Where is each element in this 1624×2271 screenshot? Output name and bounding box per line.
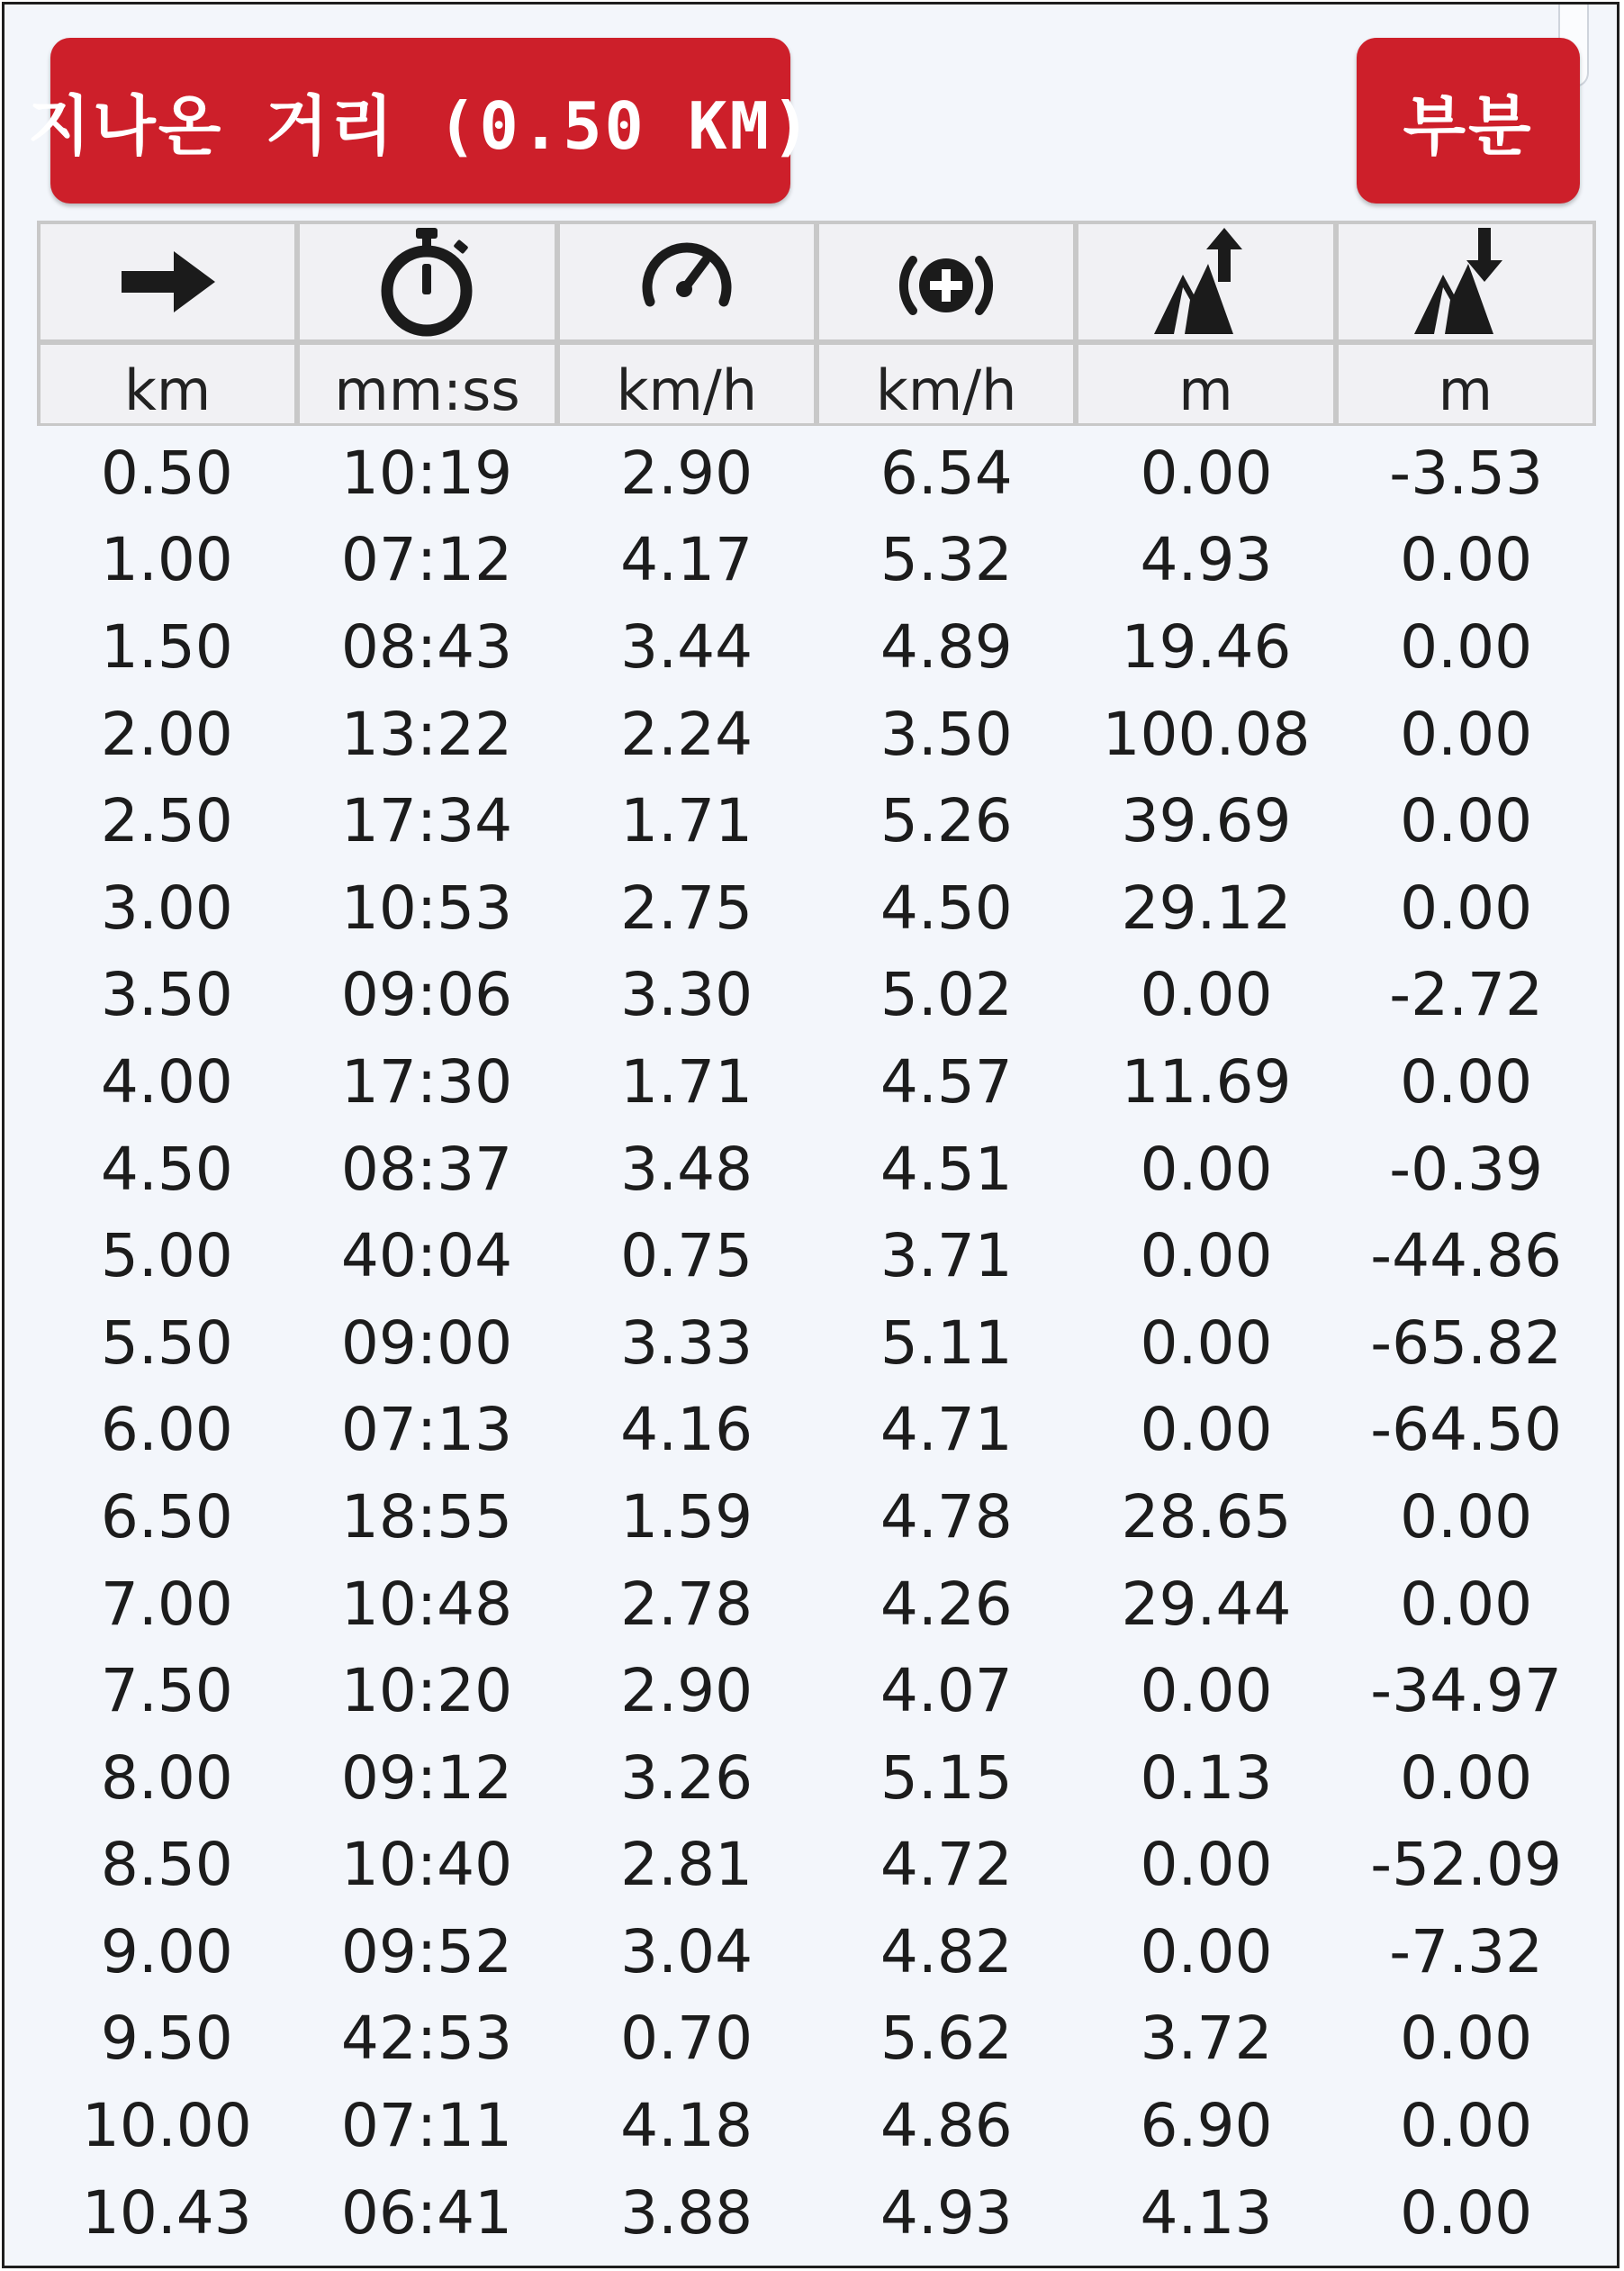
moving-speed-cell: 5.32	[880, 525, 1013, 595]
distance-cell: 0.50	[100, 438, 233, 508]
table-row	[37, 1299, 1596, 1387]
distance-cell: 5.50	[100, 1307, 233, 1378]
avg-speed-cell: 2.81	[620, 1830, 753, 1900]
time-cell: 10:40	[340, 1830, 513, 1900]
distance-cell: 4.50	[100, 1134, 233, 1204]
ascent-cell: 0.00	[1140, 1395, 1273, 1465]
avg-speed-cell: 0.70	[620, 2004, 753, 2074]
distance-cell: 8.50	[100, 1830, 233, 1900]
speedometer-icon	[628, 224, 745, 339]
distance-cell: 9.50	[100, 2004, 233, 2074]
unit-descent: m	[1339, 345, 1592, 423]
table-row	[37, 517, 1596, 604]
ascent-cell: 6.90	[1140, 2091, 1273, 2161]
moving-speed-cell: 4.89	[880, 611, 1013, 682]
moving-speed-cell: 5.26	[880, 786, 1013, 856]
avg-speed-cell: 1.59	[620, 1481, 753, 1552]
unit-distance: km	[41, 345, 294, 423]
distance-cell: 9.00	[100, 1916, 233, 1986]
header-time	[300, 224, 554, 339]
time-cell: 07:12	[340, 525, 513, 595]
moving-speed-cell: 4.50	[880, 873, 1013, 943]
table-row	[37, 2169, 1596, 2257]
ascent-cell: 29.44	[1121, 1569, 1292, 1639]
ascent-cell: 28.65	[1121, 1481, 1292, 1552]
table-row	[37, 1995, 1596, 2083]
descent-cell: -44.86	[1370, 1221, 1563, 1291]
descent-cell: -3.53	[1389, 438, 1544, 508]
avg-speed-cell: 1.71	[620, 1046, 753, 1117]
unit-ascent: m	[1078, 345, 1332, 423]
header-ascent	[1078, 224, 1332, 339]
table-row	[37, 1908, 1596, 1995]
ascent-cell: 4.93	[1140, 525, 1273, 595]
moving-speed-cell: 4.82	[880, 1916, 1013, 1986]
moving-speed-cell: 4.93	[880, 2177, 1013, 2248]
table-row	[37, 1647, 1596, 1734]
avg-speed-cell: 2.90	[620, 1656, 753, 1726]
avg-speed-cell: 2.75	[620, 873, 753, 943]
distance-cell: 2.00	[100, 699, 233, 769]
header-moving-speed	[819, 224, 1073, 339]
table-row	[37, 430, 1596, 517]
descent-cell: 0.00	[1400, 2177, 1533, 2248]
ascent-cell: 0.00	[1140, 1916, 1273, 1986]
time-cell: 13:22	[340, 699, 513, 769]
descent-cell: 0.00	[1400, 2091, 1533, 2161]
avg-speed-cell: 4.17	[620, 525, 753, 595]
table-row	[37, 1822, 1596, 1909]
distance-interval-button[interactable]: 지나온 거리 (0.50 KM)	[50, 38, 790, 204]
time-cell: 07:13	[340, 1395, 513, 1465]
ascent-cell: 0.00	[1140, 1656, 1273, 1726]
time-cell: 09:06	[340, 960, 513, 1030]
descent-cell: -52.09	[1370, 1830, 1563, 1900]
ascent-cell: 29.12	[1121, 873, 1292, 943]
avg-speed-cell: 2.78	[620, 1569, 753, 1639]
descent-cell: -7.32	[1389, 1916, 1544, 1986]
distance-cell: 7.00	[100, 1569, 233, 1639]
moving-speed-cell: 4.07	[880, 1656, 1013, 1726]
ascent-cell: 11.69	[1121, 1046, 1292, 1117]
descent-cell: 0.00	[1400, 611, 1533, 682]
distance-cell: 3.50	[100, 960, 233, 1030]
unit-moving-speed: km/h	[819, 345, 1073, 423]
avg-speed-cell: 4.16	[620, 1395, 753, 1465]
unit-avg-speed: km/h	[560, 345, 814, 423]
time-cell: 18:55	[340, 1481, 513, 1552]
distance-cell: 6.00	[100, 1395, 233, 1465]
table-row	[37, 1387, 1596, 1474]
stopwatch-icon	[368, 224, 485, 339]
moving-speed-cell: 5.15	[880, 1742, 1013, 1813]
descent-cell: 0.00	[1400, 873, 1533, 943]
table-row	[37, 1212, 1596, 1299]
descent-cell: 0.00	[1400, 699, 1533, 769]
time-cell: 08:37	[340, 1134, 513, 1204]
header-descent	[1339, 224, 1592, 339]
avg-speed-cell: 3.30	[620, 960, 753, 1030]
header-distance	[41, 224, 294, 339]
avg-speed-cell: 0.75	[620, 1221, 753, 1291]
time-cell: 10:19	[340, 438, 513, 508]
distance-cell: 1.00	[100, 525, 233, 595]
ascent-cell: 39.69	[1121, 786, 1292, 856]
split-table-body	[37, 430, 1596, 2256]
mountain-up-icon	[1147, 224, 1264, 339]
time-cell: 17:34	[340, 786, 513, 856]
avg-speed-cell: 1.71	[620, 786, 753, 856]
distance-cell: 2.50	[100, 786, 233, 856]
moving-speed-cell: 4.57	[880, 1046, 1013, 1117]
time-cell: 07:11	[340, 2091, 513, 2161]
table-row	[37, 864, 1596, 952]
moving-speed-cell: 5.11	[880, 1307, 1013, 1378]
moving-speed-cell: 6.54	[880, 438, 1013, 508]
descent-cell: 0.00	[1400, 1046, 1533, 1117]
moving-speed-cell: 4.51	[880, 1134, 1013, 1204]
segment-button[interactable]: 부분	[1357, 38, 1580, 204]
ascent-cell: 0.00	[1140, 438, 1273, 508]
avg-speed-cell: 2.24	[620, 699, 753, 769]
moving-speed-cell: 4.78	[880, 1481, 1013, 1552]
distance-cell: 6.50	[100, 1481, 233, 1552]
avg-speed-cell: 3.44	[620, 611, 753, 682]
arrow-right-icon	[109, 224, 226, 339]
distance-cell: 1.50	[100, 611, 233, 682]
moving-speed-cell: 5.02	[880, 960, 1013, 1030]
moving-speed-cell: 4.26	[880, 1569, 1013, 1639]
table-row	[37, 1473, 1596, 1561]
distance-cell: 3.00	[100, 873, 233, 943]
moving-speed-cell: 5.62	[880, 2004, 1013, 2074]
distance-cell: 8.00	[100, 1742, 233, 1813]
moving-speed-cell: 4.86	[880, 2091, 1013, 2161]
ascent-cell: 0.00	[1140, 1307, 1273, 1378]
descent-cell: 0.00	[1400, 1742, 1533, 1813]
ascent-cell: 100.08	[1102, 699, 1311, 769]
time-cell: 10:48	[340, 1569, 513, 1639]
time-cell: 42:53	[340, 2004, 513, 2074]
descent-cell: -34.97	[1370, 1656, 1563, 1726]
time-cell: 09:12	[340, 1742, 513, 1813]
ascent-cell: 0.00	[1140, 1830, 1273, 1900]
time-cell: 09:52	[340, 1916, 513, 1986]
moving-speed-cell: 3.50	[880, 699, 1013, 769]
descent-cell: -65.82	[1370, 1307, 1563, 1378]
descent-cell: -0.39	[1389, 1134, 1544, 1204]
descent-cell: 0.00	[1400, 786, 1533, 856]
distance-cell: 10.00	[81, 2091, 252, 2161]
descent-cell: 0.00	[1400, 2004, 1533, 2074]
distance-cell: 10.43	[81, 2177, 252, 2248]
avg-speed-cell: 3.88	[620, 2177, 753, 2248]
table-row	[37, 1038, 1596, 1126]
ascent-cell: 0.00	[1140, 1134, 1273, 1204]
time-cell: 17:30	[340, 1046, 513, 1117]
descent-cell: -2.72	[1389, 960, 1544, 1030]
ascent-cell: 4.13	[1140, 2177, 1273, 2248]
distance-cell: 7.50	[100, 1656, 233, 1726]
time-cell: 06:41	[340, 2177, 513, 2248]
descent-cell: 0.00	[1400, 1569, 1533, 1639]
time-cell: 08:43	[340, 611, 513, 682]
table-row	[37, 777, 1596, 864]
ascent-cell: 0.13	[1140, 1742, 1273, 1813]
moving-speed-cell: 4.72	[880, 1830, 1013, 1900]
table-row	[37, 952, 1596, 1039]
ascent-cell: 0.00	[1140, 1221, 1273, 1291]
moving-speed-cell: 3.71	[880, 1221, 1013, 1291]
descent-cell: 0.00	[1400, 1481, 1533, 1552]
time-cell: 10:53	[340, 873, 513, 943]
table-row	[37, 1734, 1596, 1822]
table-header	[37, 221, 1596, 426]
distance-cell: 4.00	[100, 1046, 233, 1117]
moving-speed-cell: 4.71	[880, 1395, 1013, 1465]
table-row	[37, 2082, 1596, 2169]
avg-speed-cell: 4.18	[620, 2091, 753, 2161]
mountain-down-icon	[1407, 224, 1524, 339]
app-screen	[2, 2, 1619, 2268]
ascent-cell: 3.72	[1140, 2004, 1273, 2074]
table-row	[37, 603, 1596, 691]
table-row	[37, 691, 1596, 778]
header-avg-speed	[560, 224, 814, 339]
table-row	[37, 1561, 1596, 1648]
descent-cell: -64.50	[1370, 1395, 1563, 1465]
unit-time: mm:ss	[300, 345, 554, 423]
avg-speed-cell: 3.26	[620, 1742, 753, 1813]
avg-speed-cell: 3.04	[620, 1916, 753, 1986]
ascent-cell: 0.00	[1140, 960, 1273, 1030]
descent-cell: 0.00	[1400, 525, 1533, 595]
table-row	[37, 1126, 1596, 1213]
ascent-cell: 19.46	[1121, 611, 1292, 682]
distance-cell: 5.00	[100, 1221, 233, 1291]
time-cell: 10:20	[340, 1656, 513, 1726]
time-cell: 40:04	[340, 1221, 513, 1291]
time-cell: 09:00	[340, 1307, 513, 1378]
avg-speed-cell: 2.90	[620, 438, 753, 508]
avg-speed-cell: 3.33	[620, 1307, 753, 1378]
plus-circle-icon	[888, 224, 1005, 339]
avg-speed-cell: 3.48	[620, 1134, 753, 1204]
